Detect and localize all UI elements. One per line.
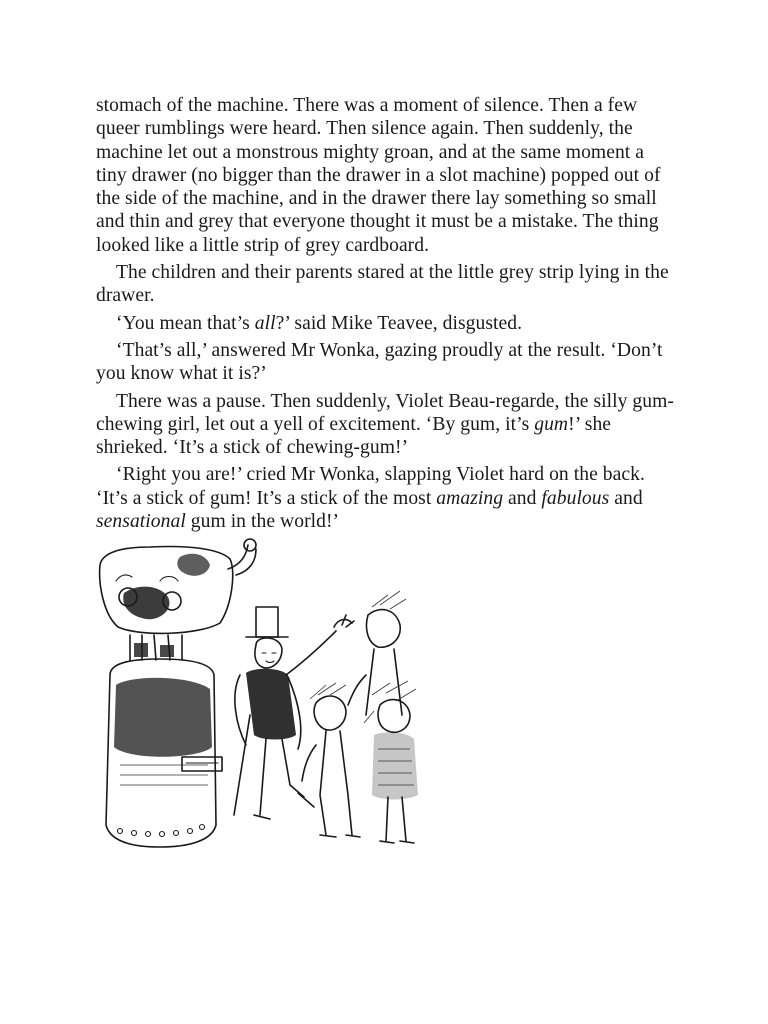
paragraph-4-text: ‘That’s all,’ answered Mr Wonka, gazing proudly at the result. ‘Don’t you know what it is?’ (96, 339, 663, 385)
illustration-drawing (90, 535, 435, 865)
paragraph-6-text-d: gum in the world!’ (185, 511, 340, 533)
paragraph-1 (96, 94, 676, 257)
paragraph-3-italic-all: all (254, 312, 276, 334)
illustration (90, 535, 435, 865)
paragraph-5 (96, 390, 676, 460)
paragraph-3-text-a: ‘You mean that’s (116, 312, 255, 334)
paragraph-5-text-b: !’ she shrieked. ‘It’s a stick of chewing-gum!’ (96, 413, 612, 459)
paragraph-4 (96, 339, 676, 386)
paragraph-2 (96, 261, 676, 308)
paragraph-6-text-c: and (609, 487, 643, 509)
gum-machine (100, 539, 256, 847)
paragraph-6-italic-amazing: amazing (436, 487, 504, 509)
mr-wonka-figure (234, 607, 354, 819)
paragraph-3 (96, 312, 676, 335)
paragraph-6-italic-sensational: sensational (96, 511, 186, 533)
book-page-text (96, 94, 676, 537)
paragraph-6-italic-fabulous: fabulous (541, 487, 610, 509)
paragraph-3-text-b: ?’ said Mike Teavee, disgusted. (275, 312, 523, 334)
paragraph-6-text-a: ‘Right you are!’ cried Mr Wonka, slapping Violet hard on the back. ‘It’s a stick of gum! It’s a stick of the most (96, 464, 645, 509)
paragraph-6 (96, 463, 676, 533)
paragraph-5-text-a: There was a pause. Then suddenly, Violet Beau-regarde, the silly gum-chewing girl, let out a yell of excitement. ‘By gum, it’s (96, 390, 674, 435)
children-group (302, 591, 418, 843)
paragraph-1-text: stomach of the machine. There was a moment of silence. Then a few queer rumblings were heard. Then silence again. Then suddenly, the machine let out a monstrous mighty groan, and at the same moment a tiny drawer (no bigger than the drawer in a slot machine) popped out of the side of the machine, and in the drawer there lay something so small and thin and grey that everyone thought it must be a mistake. The thing looked like a little strip of grey cardboard. (96, 95, 661, 256)
paragraph-5-italic-gum: gum (534, 413, 569, 435)
paragraph-6-text-b: and (503, 487, 542, 509)
paragraph-2-text: The children and their parents stared at the little grey strip lying in the drawer. (96, 262, 669, 307)
